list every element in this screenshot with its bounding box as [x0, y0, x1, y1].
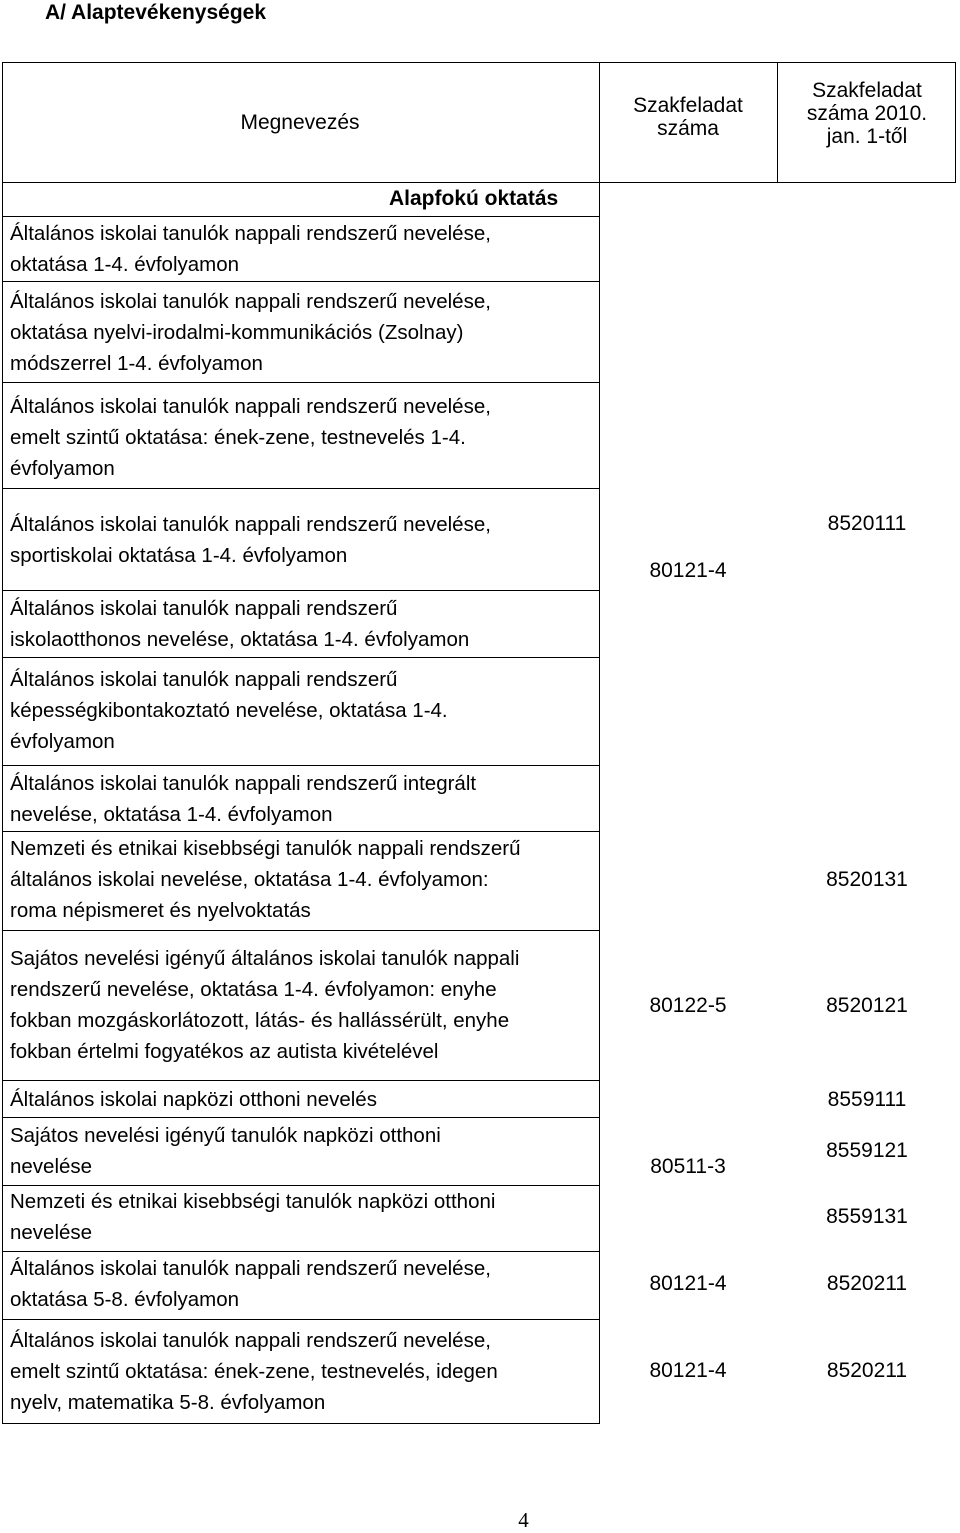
header-bottom-line [2, 182, 956, 183]
code-old: 80121-4 [649, 1272, 727, 1295]
row-separator [2, 1117, 599, 1118]
code-old: 80121-4 [649, 1359, 727, 1382]
section-title: Alapfokú oktatás [389, 187, 559, 210]
row-separator [2, 488, 599, 489]
table-row: Sajátos nevelési igényű általános iskolai tanulók nappali rendszerű nevelése, oktatása 1-4. évfolyamon: enyhe fokban mozgáskorlátozott, látás- és hallássérült, enyhe fokban értelmi fogyatékos az autista kivételével [10, 947, 520, 1063]
column-header-code-new: Szakfeladat száma 2010. jan. 1-től [806, 79, 928, 148]
row-separator [2, 1319, 599, 1320]
code-old: 80121-4 [649, 559, 727, 582]
row-separator [2, 831, 599, 832]
table-row: Általános iskolai tanulók nappali rendszerű nevelése, emelt szintű oktatása: ének-zene, testnevelés 1-4. évfolyamon [10, 395, 491, 480]
code-old: 80511-3 [650, 1155, 726, 1178]
row-separator [2, 281, 599, 282]
code-new: 8559121 [826, 1139, 908, 1162]
table-row: Nemzeti és etnikai kisebbségi tanulók napközi otthoni nevelése [10, 1190, 496, 1244]
row-separator [2, 930, 599, 931]
code-new: 8520121 [826, 994, 908, 1017]
row-separator [2, 1080, 599, 1081]
table-row: Nemzeti és etnikai kisebbségi tanulók nappali rendszerű általános iskolai nevelése, oktatása 1-4. évfolyamon: roma népismeret és nyelvoktatás [10, 837, 521, 922]
code-new: 8520111 [827, 512, 907, 535]
row-separator [2, 657, 599, 658]
column-divider-2 [777, 62, 778, 182]
page-heading: A/ Alaptevékenységek [45, 1, 267, 24]
code-new: 8520131 [826, 868, 908, 891]
row-separator [2, 765, 599, 766]
code-new: 8559131 [826, 1205, 908, 1228]
table-row: Általános iskolai tanulók nappali rendszerű nevelése, oktatása 1-4. évfolyamon [10, 222, 491, 276]
row-separator [2, 590, 599, 591]
table-border-right [955, 62, 956, 182]
table-row: Sajátos nevelési igényű tanulók napközi otthoni nevelése [10, 1124, 441, 1178]
table-row: Általános iskolai napközi otthoni nevelés [10, 1088, 377, 1111]
column-header-code-old: Szakfeladat száma [633, 94, 743, 140]
table-border-bottom [2, 1423, 599, 1424]
column-header-name: Megnevezés [240, 111, 360, 134]
table-row: Általános iskolai tanulók nappali rendszerű képességkibontakoztató nevelése, oktatása 1-4. évfolyamon [10, 668, 448, 753]
code-new: 8559111 [827, 1088, 907, 1111]
row-separator [2, 216, 599, 217]
table-border-left [2, 62, 3, 1424]
table-row: Általános iskolai tanulók nappali rendszerű nevelése, oktatása nyelvi-irodalmi-kommunikációs (Zsolnay) módszerrel 1-4. évfolyamon [10, 290, 491, 375]
page-number: 4 [518, 1508, 529, 1532]
table-row: Általános iskolai tanulók nappali rendszerű iskolaotthonos nevelése, oktatása 1-4. évfolyamon [10, 597, 470, 651]
code-old: 80122-5 [649, 994, 727, 1017]
table-row: Általános iskolai tanulók nappali rendszerű nevelése, sportiskolai oktatása 1-4. évfolyamon [10, 513, 491, 567]
table-row: Általános iskolai tanulók nappali rendszerű integrált nevelése, oktatása 1-4. évfolyamon [10, 772, 477, 826]
table-row: Általános iskolai tanulók nappali rendszerű nevelése, oktatása 5-8. évfolyamon [10, 1257, 491, 1311]
table-border-top [2, 62, 956, 63]
column-divider-1 [599, 62, 600, 1424]
code-new: 8520211 [826, 1272, 908, 1295]
row-separator [2, 382, 599, 383]
code-new: 8520211 [826, 1359, 908, 1382]
table-row: Általános iskolai tanulók nappali rendszerű nevelése, emelt szintű oktatása: ének-zene, testnevelés, idegen nyelv, matematika 5-8. évfolyamon [10, 1329, 498, 1414]
row-separator [2, 1251, 599, 1252]
